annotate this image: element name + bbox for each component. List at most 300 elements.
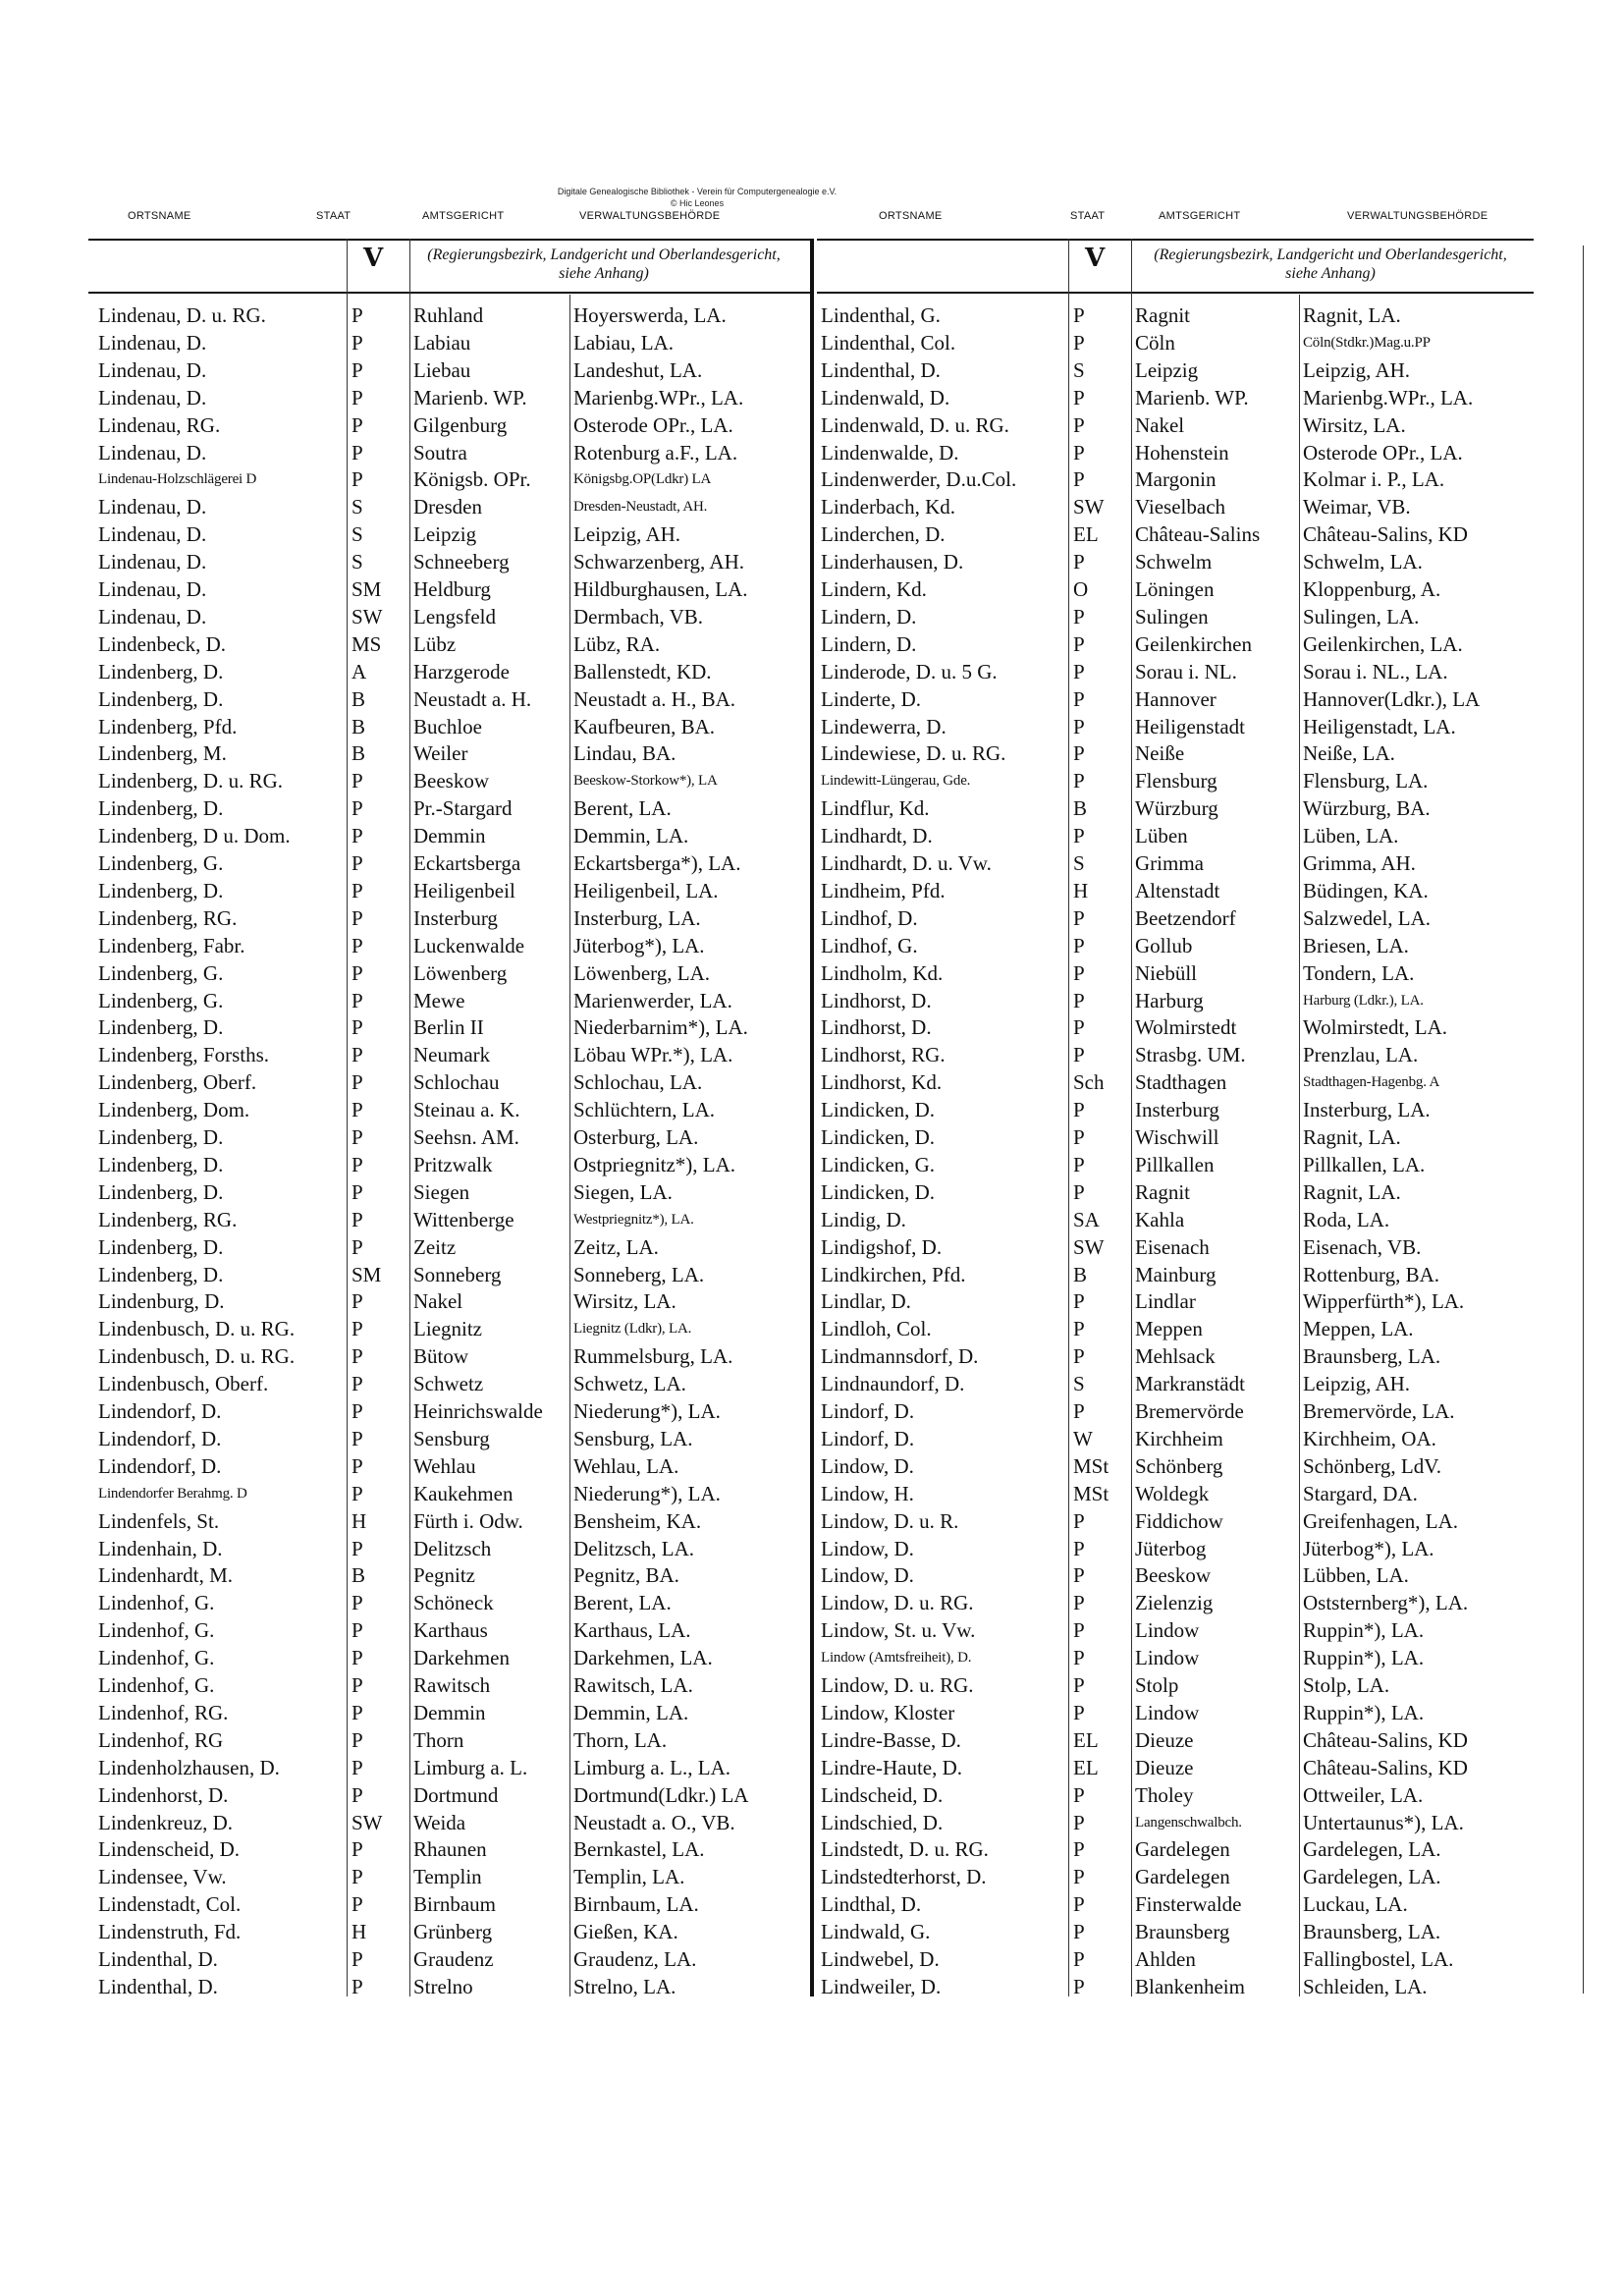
- ortsname-cell: Lindloh, Col.: [821, 1317, 932, 1341]
- amtsgericht-cell: Buchloe: [413, 714, 482, 738]
- amtsgericht-cell: Insterburg: [413, 905, 498, 930]
- ortsname-cell: Lindenwalde, D.: [821, 440, 959, 465]
- amtsgericht-cell: Fiddichow: [1135, 1508, 1223, 1533]
- amtsgericht-cell: Königsb. OPr.: [413, 467, 531, 492]
- amtsgericht-cell: Schlochau: [413, 1070, 500, 1095]
- ortsname-cell: Lindthal, D.: [821, 1892, 922, 1917]
- verwaltungsbehoerde-cell: Liegnitz (Ldkr), LA.: [573, 1321, 692, 1338]
- ortsname-cell: Lindenberg, Pfd.: [98, 714, 238, 738]
- verwaltungsbehoerde-cell: Marienwerder, LA.: [573, 988, 732, 1012]
- verwaltungsbehoerde-cell: Gardelegen, LA.: [1303, 1837, 1441, 1862]
- verwaltungsbehoerde-cell: Schwelm, LA.: [1303, 550, 1423, 574]
- verwaltungsbehoerde-cell: Stadthagen-Hagenbg. A: [1303, 1074, 1440, 1091]
- ortsname-cell: Lindenau, D.: [98, 522, 207, 547]
- ortsname-cell: Lindenberg, D.: [98, 1152, 224, 1176]
- staat-cell: P: [352, 1481, 363, 1505]
- amtsgericht-cell: Schwelm: [1135, 550, 1213, 574]
- ortsname-cell: Lindenbusch, D. u. RG.: [98, 1344, 296, 1369]
- staat-cell: P: [352, 1700, 363, 1724]
- copyright-line: © Hic Leones: [670, 198, 725, 208]
- ortsname-cell: Lindenau, D. u. RG.: [98, 303, 266, 327]
- ortsname-cell: Lindenberg, D.: [98, 659, 224, 683]
- ortsname-cell: Linderhausen, D.: [821, 550, 964, 574]
- staat-cell: P: [1073, 1591, 1085, 1615]
- verwaltungsbehoerde-cell: Dortmund(Ldkr.) LA: [573, 1782, 749, 1807]
- staat-cell: S: [1073, 851, 1085, 875]
- amtsgericht-cell: Pr.-Stargard: [413, 796, 513, 821]
- verwaltungsbehoerde-cell: Osterode OPr., LA.: [573, 412, 733, 437]
- staat-cell: B: [1073, 796, 1088, 821]
- divider: [1068, 239, 1069, 1996]
- amtsgericht-cell: Bremervörde: [1135, 1399, 1244, 1423]
- amtsgericht-cell: Pillkallen: [1135, 1152, 1215, 1176]
- ortsname-cell: Lindow, H.: [821, 1481, 914, 1505]
- staat-cell: P: [1073, 385, 1085, 410]
- staat-cell: B: [352, 686, 366, 711]
- verwaltungsbehoerde-cell: Kolmar i. P., LA.: [1303, 467, 1445, 492]
- ortsname-cell: Lindow, St. u. Vw.: [821, 1618, 976, 1643]
- staat-cell: P: [1073, 1920, 1085, 1944]
- amtsgericht-cell: Woldegk: [1135, 1481, 1210, 1505]
- ortsname-cell: Lindenberg, D u. Dom.: [98, 824, 291, 848]
- verwaltungsbehoerde-cell: Marienbg.WPr., LA.: [573, 385, 744, 410]
- staat-cell: P: [1073, 1015, 1085, 1040]
- amtsgericht-cell: Templin: [413, 1865, 482, 1889]
- verwaltungsbehoerde-cell: Braunsberg, LA.: [1303, 1920, 1441, 1944]
- ortsname-cell: Lindicken, D.: [821, 1098, 936, 1122]
- staat-cell: P: [1073, 604, 1085, 629]
- amtsgericht-cell: Rawitsch: [413, 1673, 491, 1697]
- verwaltungsbehoerde-cell: Löbau WPr.*), LA.: [573, 1043, 733, 1067]
- ortsname-cell: Lindmannsdorf, D.: [821, 1344, 979, 1369]
- amtsgericht-cell: Vieselbach: [1135, 495, 1226, 519]
- verwaltungsbehoerde-cell: Eckartsberga*), LA.: [573, 851, 741, 875]
- ortsname-cell: Lindenthal, D.: [98, 1947, 218, 1971]
- ortsname-cell: Lindschied, D.: [821, 1810, 944, 1834]
- ortsname-cell: Lindenberg, D.: [98, 878, 224, 902]
- staat-cell: P: [1073, 1700, 1085, 1724]
- verwaltungsbehoerde-cell: Ottweiler, LA.: [1303, 1782, 1424, 1807]
- amtsgericht-cell: Darkehmen: [413, 1646, 510, 1670]
- verwaltungsbehoerde-cell: Grimma, AH.: [1303, 851, 1416, 875]
- staat-cell: P: [352, 1015, 363, 1040]
- staat-cell: S: [1073, 357, 1085, 382]
- amtsgericht-cell: Marienb. WP.: [1135, 385, 1249, 410]
- verwaltungsbehoerde-cell: Heiligenbeil, LA.: [573, 878, 719, 902]
- ortsname-cell: Lindenwald, D. u. RG.: [821, 412, 1009, 437]
- verwaltungsbehoerde-cell: Limburg a. L., LA.: [573, 1755, 731, 1779]
- staat-cell: P: [352, 1426, 363, 1450]
- verwaltungsbehoerde-cell: Labiau, LA.: [573, 330, 675, 355]
- amtsgericht-cell: Stadthagen: [1135, 1070, 1227, 1095]
- amtsgericht-cell: Leipzig: [1135, 357, 1199, 382]
- staat-cell: W: [1073, 1426, 1093, 1450]
- subheader-note-left: (Regierungsbezirk, Landgericht und Oberlandesgericht, siehe Anhang): [427, 246, 781, 282]
- staat-cell: P: [1073, 1865, 1085, 1889]
- ortsname-cell: Lindenthal, G.: [821, 303, 941, 327]
- verwaltungsbehoerde-cell: Löwenberg, LA.: [573, 960, 710, 985]
- staat-cell: SW: [352, 1810, 383, 1834]
- ortsname-cell: Lindhorst, D.: [821, 1015, 932, 1040]
- amtsgericht-cell: Tholey: [1135, 1782, 1194, 1807]
- verwaltungsbehoerde-cell: Demmin, LA.: [573, 824, 689, 848]
- amtsgericht-cell: Bütow: [413, 1344, 469, 1369]
- staat-cell: SM: [352, 577, 382, 601]
- amtsgericht-cell: Kaukehmen: [413, 1481, 514, 1505]
- ortsname-cell: Lindweiler, D.: [821, 1974, 942, 1998]
- divider: [409, 239, 410, 1996]
- amtsgericht-cell: Sensburg: [413, 1426, 490, 1450]
- amtsgericht-cell: Nakel: [413, 1289, 463, 1314]
- header-staat-left: STAAT: [316, 210, 352, 222]
- verwaltungsbehoerde-cell: Niederbarnim*), LA.: [573, 1015, 748, 1040]
- ortsname-cell: Lindow, D. u. RG.: [821, 1673, 974, 1697]
- staat-cell: EL: [1073, 522, 1099, 547]
- ortsname-cell: Lindenberg, D.: [98, 1125, 224, 1149]
- amtsgericht-cell: Stolp: [1135, 1673, 1179, 1697]
- ortsname-cell: Lindenhof, RG.: [98, 1700, 229, 1724]
- verwaltungsbehoerde-cell: Meppen, LA.: [1303, 1317, 1414, 1341]
- ortsname-cell: Lindenberg, G.: [98, 960, 224, 985]
- ortsname-cell: Lindhorst, RG.: [821, 1043, 946, 1067]
- staat-cell: P: [352, 960, 363, 985]
- amtsgericht-cell: Flensburg: [1135, 769, 1217, 793]
- ortsname-cell: Lindenthal, D.: [98, 1974, 218, 1998]
- verwaltungsbehoerde-cell: Braunsberg, LA.: [1303, 1344, 1441, 1369]
- verwaltungsbehoerde-cell: Lüben, LA.: [1303, 824, 1399, 848]
- verwaltungsbehoerde-cell: Weimar, VB.: [1303, 495, 1411, 519]
- staat-cell: P: [352, 1234, 363, 1259]
- staat-symbol-right: V: [1085, 244, 1106, 273]
- ortsname-cell: Lindenberg, RG.: [98, 1207, 238, 1231]
- amtsgericht-cell: Neumark: [413, 1043, 491, 1067]
- ortsname-cell: Lindern, Kd.: [821, 577, 927, 601]
- verwaltungsbehoerde-cell: Dermbach, VB.: [573, 604, 703, 629]
- staat-cell: P: [352, 1453, 363, 1478]
- ortsname-cell: Lindenburg, D.: [98, 1289, 225, 1314]
- verwaltungsbehoerde-cell: Prenzlau, LA.: [1303, 1043, 1419, 1067]
- ortsname-cell: Lindenkreuz, D.: [98, 1810, 234, 1834]
- ortsname-cell: Lindow, D. u. RG.: [821, 1591, 974, 1615]
- amtsgericht-cell: Ruhland: [413, 303, 484, 327]
- staat-cell: MSt: [1073, 1481, 1109, 1505]
- verwaltungsbehoerde-cell: Ruppin*), LA.: [1303, 1700, 1425, 1724]
- amtsgericht-cell: Mainburg: [1135, 1262, 1217, 1286]
- verwaltungsbehoerde-cell: Dresden-Neustadt, AH.: [573, 499, 708, 516]
- verwaltungsbehoerde-cell: Hoyerswerda, LA.: [573, 303, 727, 327]
- verwaltungsbehoerde-cell: Bensheim, KA.: [573, 1508, 702, 1533]
- ortsname-cell: Lindenwerder, D.u.Col.: [821, 467, 1017, 492]
- verwaltungsbehoerde-cell: Lindau, BA.: [573, 741, 676, 766]
- ortsname-cell: Lindenberg, RG.: [98, 905, 238, 930]
- staat-cell: P: [352, 851, 363, 875]
- amtsgericht-cell: Wittenberge: [413, 1207, 514, 1231]
- ortsname-cell: Lindig, D.: [821, 1207, 906, 1231]
- verwaltungsbehoerde-cell: Château-Salins, KD: [1303, 1727, 1468, 1752]
- column-divider: [810, 239, 814, 1996]
- ortsname-cell: Lindenstruth, Fd.: [98, 1920, 242, 1944]
- header-verwaltung-left: VERWALTUNGSBEHÖRDE: [579, 210, 721, 222]
- staat-cell: P: [1073, 1673, 1085, 1697]
- ortsname-cell: Lindholm, Kd.: [821, 960, 944, 985]
- verwaltungsbehoerde-cell: Rotenburg a.F., LA.: [573, 440, 738, 465]
- amtsgericht-cell: Strelno: [413, 1974, 473, 1998]
- ortsname-cell: Lindre-Haute, D.: [821, 1755, 963, 1779]
- verwaltungsbehoerde-cell: Jüterbog*), LA.: [1303, 1536, 1434, 1560]
- staat-cell: S: [352, 522, 363, 547]
- ortsname-cell: Lindewiese, D. u. RG.: [821, 741, 1006, 766]
- verwaltungsbehoerde-cell: Gardelegen, LA.: [1303, 1865, 1441, 1889]
- staat-cell: P: [1073, 1289, 1085, 1314]
- amtsgericht-cell: Delitzsch: [413, 1536, 492, 1560]
- amtsgericht-cell: Altenstadt: [1135, 878, 1220, 902]
- amtsgericht-cell: Insterburg: [1135, 1098, 1219, 1122]
- verwaltungsbehoerde-cell: Niederung*), LA.: [573, 1481, 721, 1505]
- verwaltungsbehoerde-cell: Leipzig, AH.: [1303, 357, 1411, 382]
- ortsname-cell: Lindenau, D.: [98, 385, 207, 410]
- amtsgericht-cell: Lengsfeld: [413, 604, 496, 629]
- staat-cell: P: [352, 1618, 363, 1643]
- verwaltungsbehoerde-cell: Demmin, LA.: [573, 1700, 689, 1724]
- ortsname-cell: Lindigshof, D.: [821, 1234, 943, 1259]
- amtsgericht-cell: Rhaunen: [413, 1837, 487, 1862]
- amtsgericht-cell: Lüben: [1135, 824, 1188, 848]
- verwaltungsbehoerde-cell: Rummelsburg, LA.: [573, 1344, 733, 1369]
- amtsgericht-cell: Labiau: [413, 330, 471, 355]
- staat-cell: P: [1073, 1344, 1085, 1369]
- ortsname-cell: Lindendorfer Berahmg. D: [98, 1485, 247, 1502]
- amtsgericht-cell: Harzgerode: [413, 659, 510, 683]
- ortsname-cell: Lindenbusch, D. u. RG.: [98, 1317, 296, 1341]
- amtsgericht-cell: Langenschwalbch.: [1135, 1814, 1242, 1831]
- verwaltungsbehoerde-cell: Pegnitz, BA.: [573, 1563, 679, 1588]
- staat-cell: P: [352, 1892, 363, 1917]
- verwaltungsbehoerde-cell: Insterburg, LA.: [1303, 1098, 1431, 1122]
- amtsgericht-cell: Beetzendorf: [1135, 905, 1236, 930]
- staat-cell: EL: [1073, 1755, 1099, 1779]
- staat-cell: A: [352, 659, 367, 683]
- staat-cell: B: [352, 1563, 366, 1588]
- staat-cell: S: [352, 495, 363, 519]
- staat-cell: P: [1073, 741, 1085, 766]
- ortsname-cell: Lindenau-Holzschlägerei D: [98, 471, 257, 488]
- ortsname-cell: Lindenberg, M.: [98, 741, 227, 766]
- staat-cell: P: [1073, 659, 1085, 683]
- ortsname-cell: Lindenau, D.: [98, 604, 207, 629]
- ortsname-cell: Lindlar, D.: [821, 1289, 911, 1314]
- ortsname-cell: Lindscheid, D.: [821, 1782, 944, 1807]
- ortsname-cell: Lindorf, D.: [821, 1426, 915, 1450]
- amtsgericht-cell: Leipzig: [413, 522, 477, 547]
- staat-cell: P: [1073, 1125, 1085, 1149]
- staat-cell: P: [352, 1591, 363, 1615]
- verwaltungsbehoerde-cell: Schönberg, LdV.: [1303, 1453, 1441, 1478]
- verwaltungsbehoerde-cell: Delitzsch, LA.: [573, 1536, 695, 1560]
- verwaltungsbehoerde-cell: Lübz, RA.: [573, 631, 661, 656]
- staat-cell: P: [1073, 1563, 1085, 1588]
- amtsgericht-cell: Thorn: [413, 1727, 464, 1752]
- verwaltungsbehoerde-cell: Beeskow-Storkow*), LA: [573, 773, 718, 790]
- verwaltungsbehoerde-cell: Zeitz, LA.: [573, 1234, 659, 1259]
- staat-cell: P: [1073, 440, 1085, 465]
- ortsname-cell: Lindenau, D.: [98, 577, 207, 601]
- amtsgericht-cell: Neustadt a. H.: [413, 686, 532, 711]
- ortsname-cell: Lindenau, D.: [98, 357, 207, 382]
- amtsgericht-cell: Eckartsberga: [413, 851, 521, 875]
- ortsname-cell: Lindstedt, D. u. RG.: [821, 1837, 989, 1862]
- verwaltungsbehoerde-cell: Schlochau, LA.: [573, 1070, 703, 1095]
- staat-cell: H: [352, 1920, 367, 1944]
- staat-cell: P: [352, 1646, 363, 1670]
- verwaltungsbehoerde-cell: Hannover(Ldkr.), LA: [1303, 686, 1481, 711]
- amtsgericht-cell: Gardelegen: [1135, 1865, 1230, 1889]
- staat-cell: P: [352, 1152, 363, 1176]
- amtsgericht-cell: Mewe: [413, 988, 465, 1012]
- amtsgericht-cell: Pegnitz: [413, 1563, 475, 1588]
- staat-cell: P: [352, 933, 363, 957]
- verwaltungsbehoerde-cell: Hildburghausen, LA.: [573, 577, 748, 601]
- amtsgericht-cell: Löningen: [1135, 577, 1215, 601]
- staat-cell: P: [352, 467, 363, 492]
- verwaltungsbehoerde-cell: Kaufbeuren, BA.: [573, 714, 716, 738]
- amtsgericht-cell: Geilenkirchen: [1135, 631, 1252, 656]
- verwaltungsbehoerde-cell: Cöln(Stdkr.)Mag.u.PP: [1303, 334, 1431, 351]
- amtsgericht-cell: Château-Salins: [1135, 522, 1261, 547]
- verwaltungsbehoerde-cell: Kloppenburg, A.: [1303, 577, 1441, 601]
- verwaltungsbehoerde-cell: Karthaus, LA.: [573, 1618, 691, 1643]
- staat-cell: P: [352, 878, 363, 902]
- amtsgericht-cell: Limburg a. L.: [413, 1755, 528, 1779]
- amtsgericht-cell: Luckenwalde: [413, 933, 525, 957]
- staat-cell: P: [352, 357, 363, 382]
- amtsgericht-cell: Demmin: [413, 824, 486, 848]
- verwaltungsbehoerde-cell: Osterode OPr., LA.: [1303, 440, 1463, 465]
- verwaltungsbehoerde-cell: Ragnit, LA.: [1303, 303, 1401, 327]
- staat-cell: P: [1073, 1810, 1085, 1834]
- staat-cell: P: [1073, 1508, 1085, 1533]
- staat-cell: S: [1073, 1372, 1085, 1396]
- staat-cell: SA: [1073, 1207, 1100, 1231]
- verwaltungsbehoerde-cell: Niederung*), LA.: [573, 1399, 721, 1423]
- ortsname-cell: Lindenthal, D.: [821, 357, 941, 382]
- verwaltungsbehoerde-cell: Insterburg, LA.: [573, 905, 701, 930]
- ortsname-cell: Lindendorf, D.: [98, 1426, 222, 1450]
- amtsgericht-cell: Mehlsack: [1135, 1344, 1216, 1369]
- ortsname-cell: Lindenthal, Col.: [821, 330, 956, 355]
- verwaltungsbehoerde-cell: Wirsitz, LA.: [573, 1289, 676, 1314]
- staat-cell: P: [352, 1727, 363, 1752]
- verwaltungsbehoerde-cell: Wirsitz, LA.: [1303, 412, 1406, 437]
- ortsname-cell: Lindenstadt, Col.: [98, 1892, 242, 1917]
- ortsname-cell: Lindenberg, Oberf.: [98, 1070, 257, 1095]
- verwaltungsbehoerde-cell: Salzwedel, LA.: [1303, 905, 1432, 930]
- ortsname-cell: Lindenau, D.: [98, 330, 207, 355]
- verwaltungsbehoerde-cell: Château-Salins, KD: [1303, 1755, 1468, 1779]
- amtsgericht-cell: Karthaus: [413, 1618, 488, 1643]
- verwaltungsbehoerde-cell: Sulingen, LA.: [1303, 604, 1420, 629]
- verwaltungsbehoerde-cell: Ragnit, LA.: [1303, 1125, 1401, 1149]
- staat-cell: P: [1073, 1974, 1085, 1998]
- amtsgericht-cell: Eisenach: [1135, 1234, 1210, 1259]
- staat-cell: P: [1073, 905, 1085, 930]
- amtsgericht-cell: Meppen: [1135, 1317, 1203, 1341]
- ortsname-cell: Lindenhof, G.: [98, 1646, 215, 1670]
- staat-cell: P: [1073, 467, 1085, 492]
- staat-cell: P: [352, 1207, 363, 1231]
- verwaltungsbehoerde-cell: Ruppin*), LA.: [1303, 1618, 1425, 1643]
- amtsgericht-cell: Kahla: [1135, 1207, 1185, 1231]
- verwaltungsbehoerde-cell: Geilenkirchen, LA.: [1303, 631, 1463, 656]
- ortsname-cell: Lindwald, G.: [821, 1920, 931, 1944]
- amtsgericht-cell: Lübz: [413, 631, 457, 656]
- verwaltungsbehoerde-cell: Rottenburg, BA.: [1303, 1262, 1440, 1286]
- staat-cell: P: [352, 824, 363, 848]
- ortsname-cell: Lindenholzhausen, D.: [98, 1755, 280, 1779]
- staat-cell: P: [352, 1098, 363, 1122]
- verwaltungsbehoerde-cell: Bernkastel, LA.: [573, 1837, 705, 1862]
- staat-cell: P: [352, 330, 363, 355]
- verwaltungsbehoerde-cell: Leipzig, AH.: [1303, 1372, 1411, 1396]
- staat-cell: P: [352, 1179, 363, 1204]
- verwaltungsbehoerde-cell: Bremervörde, LA.: [1303, 1399, 1455, 1423]
- amtsgericht-cell: Markranstädt: [1135, 1372, 1245, 1396]
- amtsgericht-cell: Siegen: [413, 1179, 470, 1204]
- amtsgericht-cell: Soutra: [413, 440, 467, 465]
- staat-cell: P: [352, 1372, 363, 1396]
- amtsgericht-cell: Nakel: [1135, 412, 1185, 437]
- staat-cell: O: [1073, 577, 1089, 601]
- verwaltungsbehoerde-cell: Château-Salins, KD: [1303, 522, 1468, 547]
- staat-cell: P: [352, 1755, 363, 1779]
- staat-cell: P: [1073, 1782, 1085, 1807]
- verwaltungsbehoerde-cell: Osterburg, LA.: [573, 1125, 699, 1149]
- verwaltungsbehoerde-cell: Stargard, DA.: [1303, 1481, 1418, 1505]
- divider: [1131, 239, 1132, 1996]
- staat-cell: P: [352, 1865, 363, 1889]
- staat-cell: P: [352, 1125, 363, 1149]
- staat-cell: P: [1073, 1646, 1085, 1670]
- ortsname-cell: Linderode, D. u. 5 G.: [821, 659, 998, 683]
- amtsgericht-cell: Dieuze: [1135, 1755, 1194, 1779]
- header-amtsgericht-right: AMTSGERICHT: [1159, 210, 1241, 222]
- amtsgericht-cell: Lindlar: [1135, 1289, 1196, 1314]
- ortsname-cell: Lindow, D.: [821, 1563, 914, 1588]
- verwaltungsbehoerde-cell: Birnbaum, LA.: [573, 1892, 699, 1917]
- amtsgericht-cell: Niebüll: [1135, 960, 1197, 985]
- ortsname-cell: Lindenau, D.: [98, 440, 207, 465]
- staat-cell: P: [352, 1974, 363, 1998]
- verwaltungsbehoerde-cell: Sorau i. NL., LA.: [1303, 659, 1448, 683]
- amtsgericht-cell: Dieuze: [1135, 1727, 1194, 1752]
- verwaltungsbehoerde-cell: Würzburg, BA.: [1303, 796, 1431, 821]
- amtsgericht-cell: Demmin: [413, 1700, 486, 1724]
- amtsgericht-cell: Harburg: [1135, 988, 1204, 1012]
- ortsname-cell: Lindenau, D.: [98, 550, 207, 574]
- amtsgericht-cell: Finsterwalde: [1135, 1892, 1242, 1917]
- amtsgericht-cell: Hannover: [1135, 686, 1217, 711]
- ortsname-cell: Lindenberg, D.: [98, 686, 224, 711]
- verwaltungsbehoerde-cell: Eisenach, VB.: [1303, 1234, 1422, 1259]
- verwaltungsbehoerde-cell: Königsbg.OP(Ldkr) LA: [573, 471, 712, 488]
- amtsgericht-cell: Schwetz: [413, 1372, 484, 1396]
- amtsgericht-cell: Strasbg. UM.: [1135, 1043, 1246, 1067]
- staat-cell: P: [1073, 714, 1085, 738]
- staat-cell: P: [352, 905, 363, 930]
- ortsname-cell: Lindenbeck, D.: [98, 631, 227, 656]
- ortsname-cell: Lindow, Kloster: [821, 1700, 955, 1724]
- header-staat-right: STAAT: [1070, 210, 1106, 222]
- amtsgericht-cell: Kirchheim: [1135, 1426, 1223, 1450]
